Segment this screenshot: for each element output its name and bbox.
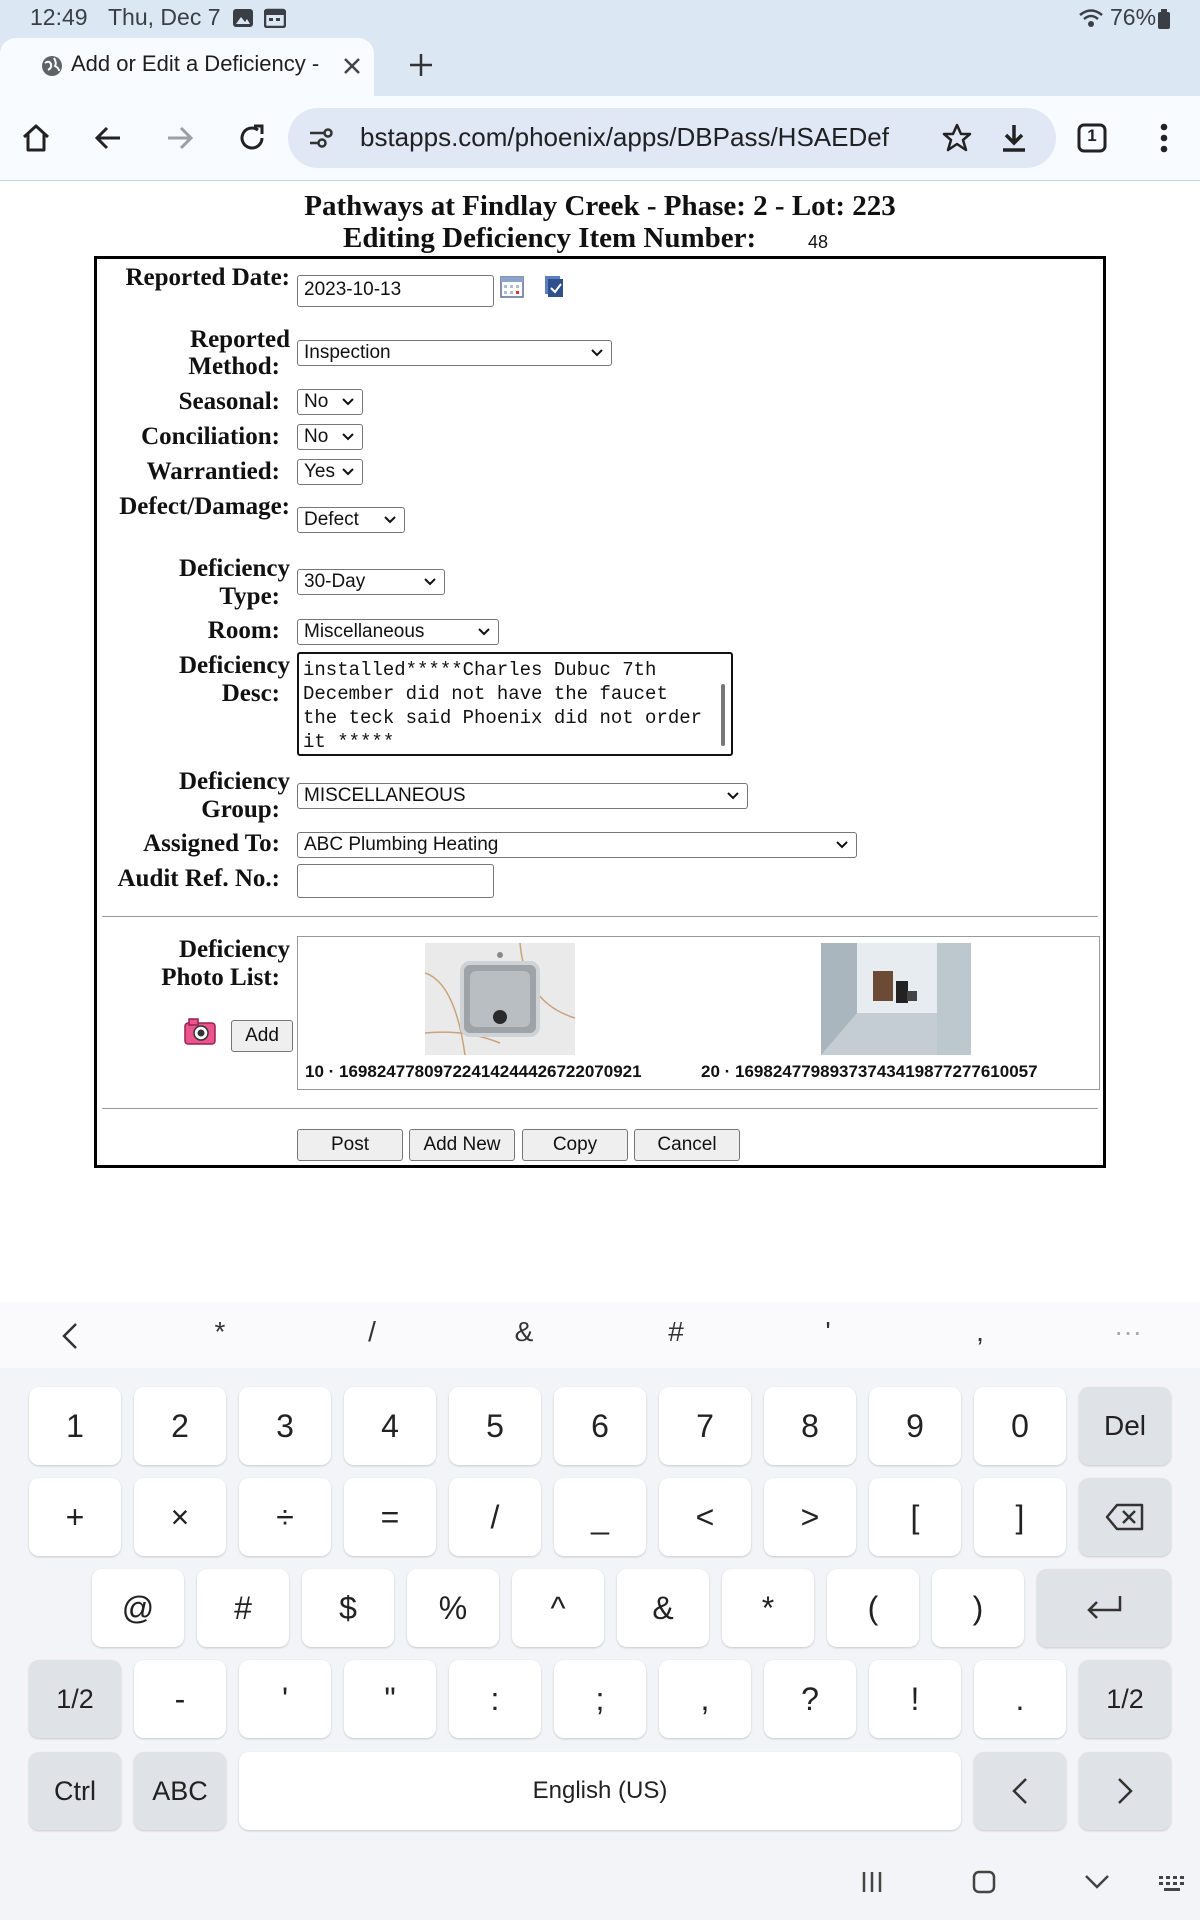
deficiency-type-value: 30-Day [304,571,366,592]
conciliation-value: No [304,426,329,447]
symbol-key[interactable]: ' [825,1316,831,1347]
conciliation-select[interactable] [297,424,363,450]
chevron-down-icon [340,426,356,448]
key[interactable]: 2 [134,1387,226,1465]
description-textarea[interactable] [297,652,733,756]
chevron-down-icon [476,621,492,643]
more-symbols-key[interactable]: ··· [1114,1316,1142,1347]
close-tab-icon[interactable] [340,54,364,78]
item-number: 48 [808,232,829,252]
textarea-scrollbar[interactable] [721,684,725,746]
status-date: Thu, Dec 7 [108,4,221,30]
address-bar[interactable] [288,108,1056,168]
site-settings-icon[interactable] [308,125,334,151]
key[interactable]: & [617,1569,709,1647]
key[interactable]: 3 [239,1387,331,1465]
backspace-icon [1105,1503,1145,1531]
key[interactable]: × [134,1478,226,1556]
sync-icon[interactable] [542,274,566,298]
warrantied-value: Yes [304,461,335,482]
keyboard-symbol-strip [0,1302,1200,1368]
calendar-picker-icon[interactable] [500,276,524,298]
enter-icon [1084,1593,1124,1623]
page-title: Pathways at Findlay Creek - Phase: 2 - Lot: 223 [304,190,896,222]
deficiency-type-select[interactable] [297,569,445,595]
battery-icon [1158,9,1170,29]
key[interactable]: * [722,1569,814,1647]
cancel-button[interactable]: Cancel [634,1129,740,1161]
chevron-down-icon [340,461,356,483]
page-toggle-key[interactable]: 1/2 [29,1660,121,1738]
key[interactable]: > [764,1478,856,1556]
photo-caption-1: 10 · 16982477809722414244426722070921 [305,1062,642,1081]
enter-key[interactable] [1037,1569,1171,1647]
globe-icon [40,54,64,78]
photo-list-label-1: Deficiency [178,936,290,963]
deficiency-type-label-1: Deficiency [178,555,290,582]
assigned-to-value: ABC Plumbing Heating [304,834,499,855]
key[interactable]: ; [554,1660,646,1738]
key[interactable]: + [29,1478,121,1556]
key[interactable]: 4 [344,1387,436,1465]
symbol-key[interactable]: / [368,1316,376,1347]
seasonal-select[interactable] [297,389,363,415]
deficiency-type-label-2: Type: [219,583,280,610]
photo-thumbnail-sink[interactable] [425,943,575,1055]
key[interactable]: [ [869,1478,961,1556]
key[interactable]: ) [932,1569,1024,1647]
key[interactable]: ] [974,1478,1066,1556]
description-text: installed*****Charles Dubuc 7th December did not have the faucet the teck said Phoenix did not order it ***** [303,659,703,753]
key[interactable]: ' [239,1660,331,1738]
recent-apps-icon[interactable] [860,1870,884,1894]
download-icon[interactable] [990,114,1038,162]
key[interactable]: # [197,1569,289,1647]
group-label-1: Deficiency [178,768,290,795]
space-key[interactable]: English (US) [239,1752,961,1830]
key[interactable]: _ [554,1478,646,1556]
home-nav-icon[interactable] [972,1870,996,1894]
more-menu-icon[interactable] [1140,114,1188,162]
home-icon[interactable] [12,114,60,162]
deficiency-group-select[interactable] [297,783,748,809]
chevron-left-icon [1010,1776,1030,1806]
key[interactable]: $ [302,1569,394,1647]
add-photo-button[interactable]: Add [231,1020,293,1052]
key[interactable]: : [449,1660,541,1738]
key[interactable]: ( [827,1569,919,1647]
chevron-down-icon [725,785,741,807]
key[interactable]: = [344,1478,436,1556]
key[interactable]: 6 [554,1387,646,1465]
key[interactable]: 8 [764,1387,856,1465]
reported-method-select[interactable] [297,340,612,366]
desc-label-2: Desc: [221,680,280,707]
symbol-key[interactable]: * [214,1316,226,1347]
key[interactable]: < [659,1478,751,1556]
seasonal-value: No [304,391,329,412]
room-select[interactable] [297,619,499,645]
key[interactable]: ^ [512,1569,604,1647]
divider [102,916,1098,917]
group-label-2: Group: [201,796,280,823]
reload-icon[interactable] [228,114,276,162]
divider [102,1108,1098,1109]
key[interactable]: 7 [659,1387,751,1465]
chevron-left-icon[interactable] [58,1320,82,1352]
key[interactable]: 0 [974,1387,1066,1465]
battery-percent: 76% [1110,4,1157,30]
audit-ref-label: Audit Ref. No.: [117,865,280,892]
chevron-down-icon [340,391,356,413]
post-button[interactable]: Post [297,1129,403,1161]
calendar-icon [264,8,286,28]
backspace-key[interactable] [1079,1478,1171,1556]
browser-tab[interactable] [0,38,374,96]
reported-method-label-1: Reported [190,326,290,353]
chevron-down-icon [589,342,605,364]
key[interactable]: . [974,1660,1066,1738]
desc-label-1: Deficiency [178,652,290,679]
key[interactable]: 1 [29,1387,121,1465]
key[interactable]: @ [92,1569,184,1647]
bookmark-star-icon[interactable] [942,123,972,153]
hide-keyboard-icon[interactable] [1084,1872,1110,1892]
new-tab-icon[interactable] [408,52,434,78]
photo-caption-2: 20 · 16982477989373743419877277610057 [701,1062,1038,1081]
audit-ref-input[interactable] [297,864,494,898]
chevron-down-icon [382,509,398,531]
key[interactable]: 5 [449,1387,541,1465]
defect-damage-select[interactable] [297,507,405,533]
key[interactable]: 9 [869,1387,961,1465]
chevron-down-icon [834,834,850,856]
editing-heading: Editing Deficiency Item Number: [343,222,757,254]
delete-key[interactable]: Del [1079,1387,1171,1465]
copy-button[interactable]: Copy [522,1129,628,1161]
back-arrow-icon[interactable] [84,114,132,162]
chevron-right-icon [1115,1776,1135,1806]
symbol-key[interactable]: & [514,1316,534,1347]
symbol-key[interactable]: # [668,1316,684,1347]
key[interactable]: / [449,1478,541,1556]
tab-title: Add or Edit a Deficiency - [71,51,320,76]
key[interactable]: ÷ [239,1478,331,1556]
wifi-icon [1078,7,1104,29]
photo-thumbnail-room[interactable] [821,943,971,1055]
tab-count: 1 [1087,126,1097,145]
symbol-key[interactable]: , [976,1316,984,1347]
url-text[interactable]: bstapps.com/phoenix/apps/DBPass/HSAEDef [360,122,889,152]
status-bar [0,0,1200,38]
forward-arrow-icon[interactable] [156,114,204,162]
reported-method-label-2: Method: [188,353,280,380]
keyboard-switch-icon[interactable] [1158,1874,1186,1892]
ctrl-key[interactable]: Ctrl [29,1752,121,1830]
key[interactable]: ? [764,1660,856,1738]
conciliation-label: Conciliation: [141,423,280,450]
photo-list-label-2: Photo List: [161,964,280,991]
assigned-to-label: Assigned To: [143,830,280,857]
abc-key[interactable]: ABC [134,1752,226,1830]
defect-damage-label: Defect/Damage: [119,493,290,520]
camera-icon[interactable] [184,1018,216,1046]
key[interactable]: ! [869,1660,961,1738]
chevron-down-icon [422,571,438,593]
room-label: Room: [207,617,280,644]
cursor-left-key[interactable] [974,1752,1066,1830]
reported-method-value: Inspection [304,342,391,363]
status-time: 12:49 [30,4,88,30]
tab-switcher-button[interactable] [1068,114,1116,162]
key[interactable]: % [407,1569,499,1647]
page-toggle-key[interactable]: 1/2 [1079,1660,1171,1738]
key[interactable]: - [134,1660,226,1738]
seasonal-label: Seasonal: [178,388,280,415]
deficiency-group-value: MISCELLANEOUS [304,785,466,806]
key[interactable]: , [659,1660,751,1738]
cursor-right-key[interactable] [1079,1752,1171,1830]
reported-date-input[interactable]: 2023-10-13 [297,275,494,307]
defect-damage-value: Defect [304,509,359,530]
room-value: Miscellaneous [304,621,425,642]
key[interactable]: " [344,1660,436,1738]
reported-date-label: Reported Date: [125,264,290,291]
gallery-icon [232,8,254,28]
add-new-button[interactable]: Add New [409,1129,515,1161]
warrantied-label: Warrantied: [146,458,280,485]
warrantied-select[interactable] [297,459,363,485]
assigned-to-select[interactable] [297,832,857,858]
